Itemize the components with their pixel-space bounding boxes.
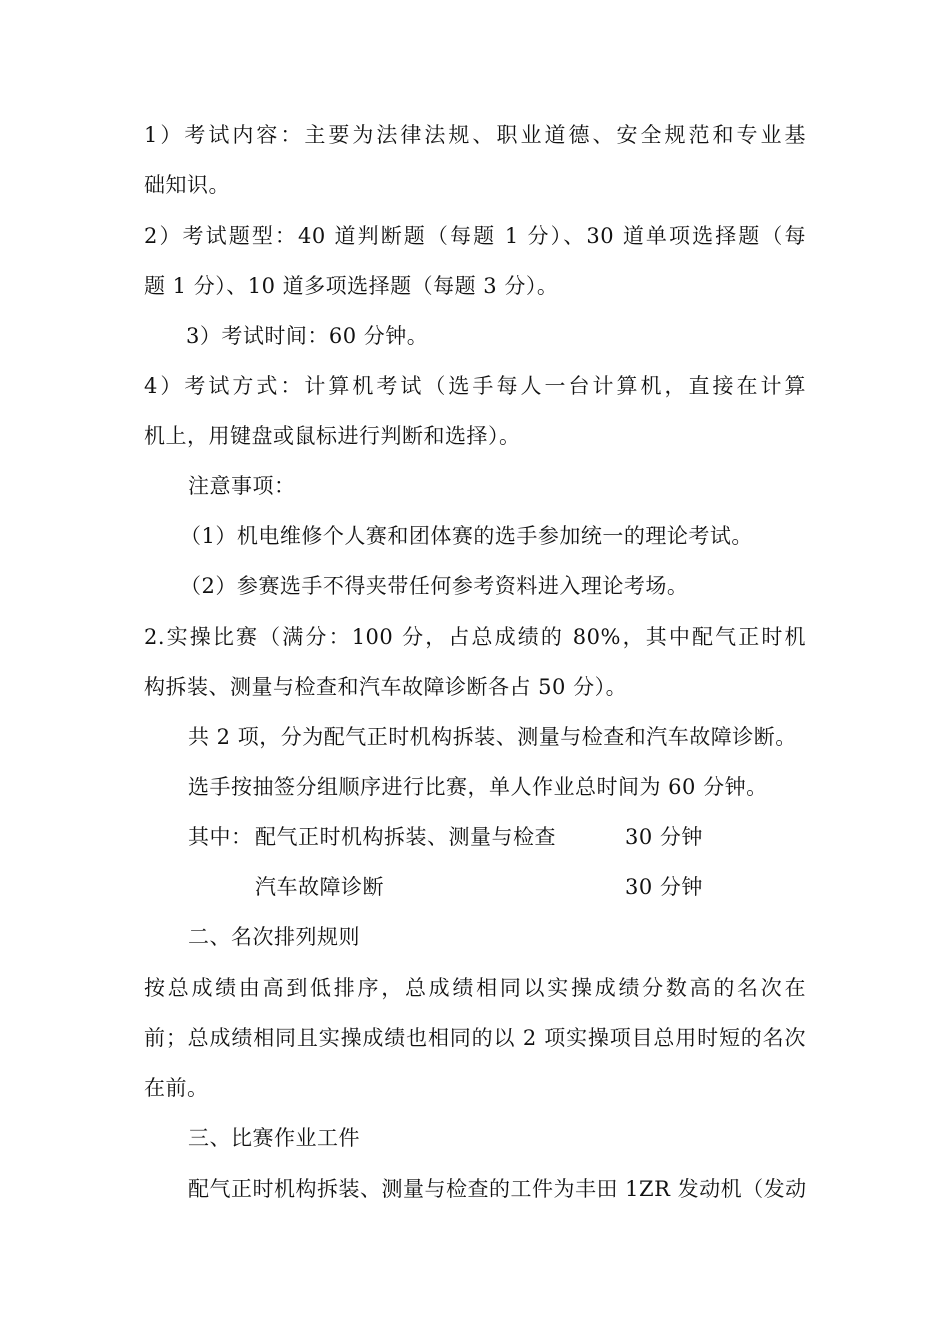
practical-line-1: 2.实操比赛（满分：100 分，占总成绩的 80%，其中配气正时机 <box>144 625 806 649</box>
exam-method-line-2: 机上，用键盘或鼠标进行判断和选择）。 <box>144 424 521 448</box>
practical-items-intro: 共 2 项，分为配气正时机构拆装、测量与检查和汽车故障诊断。 <box>188 725 797 749</box>
ranking-line-1: 按总成绩由高到低排序，总成绩相同以实操成绩分数高的名次在 <box>144 976 806 1000</box>
schedule-prefix: 其中： <box>188 825 253 849</box>
practical-line-2: 构拆装、测量与检查和汽车故障诊断各占 50 分）。 <box>144 675 628 699</box>
workpiece-heading: 三、比赛作业工件 <box>188 1126 360 1150</box>
notes-heading: 注意事项： <box>188 474 296 498</box>
workpiece-line-1: 配气正时机构拆装、测量与检查的工件为丰田 1ZR 发动机（发动 <box>188 1177 807 1201</box>
notes-item-1: （1）机电维修个人赛和团体赛的选手参加统一的理论考试。 <box>180 524 753 548</box>
schedule-duration-1: 30 分钟 <box>625 825 703 849</box>
exam-content-line-1: 1）考试内容：主要为法律法规、职业道德、安全规范和专业基 <box>144 123 806 147</box>
schedule-task-2: 汽车故障诊断 <box>255 875 384 899</box>
schedule-task-1: 配气正时机构拆装、测量与检查 <box>255 825 556 849</box>
notes-item-2: （2）参赛选手不得夹带任何参考资料进入理论考场。 <box>180 574 689 598</box>
ranking-heading: 二、名次排列规则 <box>188 925 360 949</box>
exam-time: 3）考试时间：60 分钟。 <box>186 324 429 348</box>
exam-method-line-1: 4）考试方式：计算机考试（选手每人一台计算机，直接在计算 <box>144 374 806 398</box>
exam-content-line-2: 础知识。 <box>144 173 230 197</box>
exam-type-line-2: 题 1 分）、10 道多项选择题（每题 3 分）。 <box>144 274 559 298</box>
ranking-line-3: 在前。 <box>144 1076 209 1100</box>
ranking-line-2: 前；总成绩相同且实操成绩也相同的以 2 项实操项目总用时短的名次 <box>144 1026 806 1050</box>
schedule-duration-2: 30 分钟 <box>625 875 703 899</box>
exam-type-line-1: 2）考试题型：40 道判断题（每题 1 分）、30 道单项选择题（每 <box>144 224 806 248</box>
practical-time-intro: 选手按抽签分组顺序进行比赛，单人作业总时间为 60 分钟。 <box>188 775 768 799</box>
